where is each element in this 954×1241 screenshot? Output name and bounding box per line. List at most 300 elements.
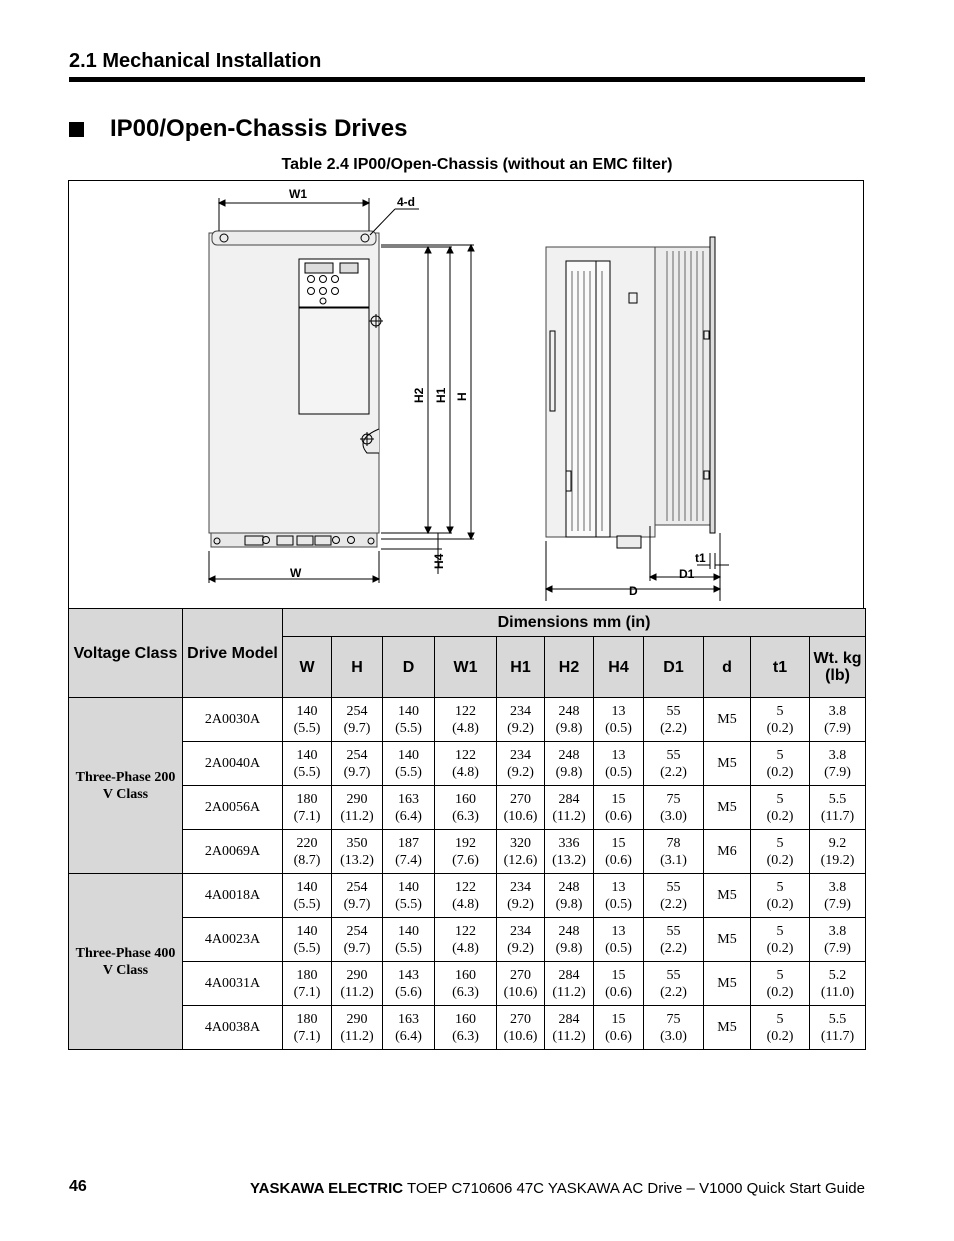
metric-value: M5 — [717, 712, 737, 727]
metric-value: 140 — [296, 747, 318, 763]
imperial-value: (7.1) — [293, 984, 321, 1000]
imperial-value: (9.2) — [507, 896, 534, 912]
imperial-value: (3.0) — [660, 1028, 687, 1044]
dimension-cell — [497, 786, 545, 830]
dimension-cell — [704, 786, 751, 830]
metric-value: 55 — [666, 879, 681, 895]
metric-value: 5 — [776, 923, 784, 939]
dimension-cell — [435, 1006, 497, 1050]
imperial-value: (11.7) — [820, 808, 855, 824]
imperial-value: (4.8) — [452, 720, 479, 736]
metric-value: 78 — [666, 835, 681, 851]
voltage-class-cell: Three-Phase 400 V Class — [69, 874, 183, 1050]
imperial-value: (0.2) — [766, 940, 794, 956]
metric-value: 140 — [296, 923, 318, 939]
dimension-cell — [644, 962, 704, 1006]
imperial-value: (11.0) — [820, 984, 855, 1000]
column-header: D1 — [644, 637, 704, 698]
metric-value: 15 — [611, 791, 626, 807]
imperial-value: (6.3) — [452, 1028, 479, 1044]
dimension-cell — [704, 962, 751, 1006]
label-t1: t1 — [695, 551, 706, 565]
metric-value: 350 — [346, 835, 368, 851]
metric-value: 5 — [776, 1011, 784, 1027]
metric-value: 55 — [666, 923, 681, 939]
dimension-cell — [283, 742, 332, 786]
dimension-cell — [383, 874, 435, 918]
dimension-cell — [704, 742, 751, 786]
footer-doc: TOEP C710606 47C YASKAWA AC Drive – V1000 Quick Start Guide — [403, 1180, 865, 1197]
dimension-cell — [810, 742, 866, 786]
imperial-value: (7.1) — [293, 1028, 321, 1044]
metric-value: 336 — [558, 835, 580, 851]
metric-value: 55 — [666, 967, 681, 983]
dimension-cell — [383, 830, 435, 874]
dimension-cell — [545, 962, 594, 1006]
column-header: Wt. kg (lb) — [810, 637, 866, 698]
metric-value: 140 — [398, 747, 419, 763]
imperial-value: (11.2) — [552, 984, 586, 1000]
dimension-cell — [283, 698, 332, 742]
label-w: W — [290, 566, 302, 580]
metric-value: 3.8 — [828, 879, 847, 895]
metric-value: 234 — [510, 923, 531, 939]
metric-value: 13 — [611, 747, 626, 763]
metric-value: 122 — [455, 703, 476, 719]
metric-value: 290 — [346, 967, 368, 983]
imperial-value: (2.2) — [660, 720, 687, 736]
metric-value: 234 — [510, 879, 531, 895]
metric-value: 270 — [510, 1011, 531, 1027]
label-h1: H1 — [434, 387, 448, 403]
metric-value: 248 — [558, 703, 580, 719]
dimension-cell — [704, 918, 751, 962]
metric-value: 5 — [776, 703, 784, 719]
label-4-d: 4-d — [397, 195, 415, 209]
dimension-cell — [383, 1006, 435, 1050]
dimension-cell — [594, 786, 644, 830]
label-w1: W1 — [289, 187, 307, 201]
drive-model-cell: 4A0038A — [183, 1006, 283, 1050]
dimension-cell — [751, 918, 810, 962]
metric-value: M5 — [717, 888, 737, 903]
dimension-cell — [435, 830, 497, 874]
dimension-cell — [545, 698, 594, 742]
imperial-value: (4.8) — [452, 764, 479, 780]
column-header: H2 — [545, 637, 594, 698]
metric-value: 5 — [776, 791, 784, 807]
metric-value: 234 — [510, 747, 531, 763]
section-title: 2.1 Mechanical Installation — [69, 50, 322, 72]
dimension-cell — [383, 698, 435, 742]
column-header: W1 — [435, 637, 497, 698]
dimension-cell — [704, 1006, 751, 1050]
metric-value: M5 — [717, 1020, 737, 1035]
dimension-cell — [810, 918, 866, 962]
imperial-value: (2.2) — [660, 896, 687, 912]
imperial-value: (0.6) — [605, 1028, 632, 1044]
metric-value: 234 — [510, 703, 531, 719]
imperial-value: (10.6) — [503, 808, 538, 824]
dimension-cell — [497, 962, 545, 1006]
dimension-cell — [332, 874, 383, 918]
imperial-value: (0.5) — [605, 896, 632, 912]
imperial-value: (9.2) — [507, 720, 534, 736]
metric-value: 284 — [558, 967, 580, 983]
imperial-value: (5.6) — [395, 984, 422, 1000]
metric-value: 3.8 — [828, 703, 847, 719]
voltage-class-header: Voltage Class — [69, 609, 183, 698]
dimension-cell — [644, 786, 704, 830]
metric-value: 192 — [455, 835, 476, 851]
metric-value: 122 — [455, 879, 476, 895]
section-rule — [69, 77, 865, 82]
metric-value: 290 — [346, 791, 368, 807]
imperial-value: (4.8) — [452, 896, 479, 912]
heading-title: IP00/Open-Chassis Drives — [110, 115, 408, 142]
imperial-value: (7.9) — [824, 764, 851, 780]
table-row — [69, 918, 866, 962]
metric-value: 140 — [398, 703, 419, 719]
metric-value: 13 — [611, 703, 626, 719]
imperial-value: (9.2) — [507, 764, 534, 780]
metric-value: 13 — [611, 923, 626, 939]
dimension-cell — [644, 742, 704, 786]
page-number: 46 — [69, 1178, 87, 1195]
label-h: H — [455, 392, 469, 401]
imperial-value: (9.7) — [343, 896, 371, 912]
imperial-value: (11.2) — [552, 808, 586, 824]
metric-value: 140 — [398, 923, 419, 939]
metric-value: 284 — [558, 791, 580, 807]
metric-value: 75 — [666, 791, 681, 807]
imperial-value: (5.5) — [395, 764, 422, 780]
imperial-value: (10.6) — [503, 1028, 538, 1044]
metric-value: M5 — [717, 932, 737, 947]
imperial-value: (9.8) — [555, 720, 583, 736]
imperial-value: (0.2) — [766, 720, 794, 736]
dimension-cell — [594, 742, 644, 786]
table-row — [69, 830, 866, 874]
imperial-value: (6.3) — [452, 808, 479, 824]
dimension-cell — [435, 698, 497, 742]
column-header: t1 — [751, 637, 810, 698]
imperial-value: (0.2) — [766, 1028, 794, 1044]
dimension-cell — [332, 1006, 383, 1050]
imperial-value: (0.2) — [766, 984, 794, 1000]
dimension-cell — [545, 742, 594, 786]
metric-value: 180 — [296, 967, 318, 983]
metric-value: 5.5 — [828, 791, 847, 807]
metric-value: 5 — [776, 879, 784, 895]
imperial-value: (0.6) — [605, 808, 632, 824]
dimension-cell — [751, 874, 810, 918]
dimensions-table — [68, 608, 866, 1050]
label-h2: H2 — [412, 387, 426, 403]
imperial-value: (0.5) — [605, 940, 632, 956]
dimension-cell — [283, 1006, 332, 1050]
imperial-value: (12.6) — [503, 852, 538, 868]
metric-value: 160 — [455, 1011, 476, 1027]
dimension-cell — [751, 830, 810, 874]
dimension-cell — [810, 786, 866, 830]
dimension-cell — [704, 698, 751, 742]
column-header: d — [704, 637, 751, 698]
dimension-cell — [435, 786, 497, 830]
dimension-cell — [435, 874, 497, 918]
table-caption: Table 2.4 IP00/Open-Chassis (without an EMC filter) — [281, 156, 673, 173]
metric-value: 140 — [296, 703, 318, 719]
column-header: H1 — [497, 637, 545, 698]
dimension-cell — [644, 830, 704, 874]
metric-value: 180 — [296, 791, 318, 807]
bullet-square-icon — [69, 122, 84, 137]
label-d: D — [629, 584, 638, 598]
metric-value: 254 — [346, 747, 368, 763]
drive-model-cell: 2A0069A — [183, 830, 283, 874]
dimension-cell — [594, 874, 644, 918]
drive-model-cell: 2A0040A — [183, 742, 283, 786]
imperial-value: (9.7) — [343, 764, 371, 780]
table-row — [69, 786, 866, 830]
metric-value: 15 — [611, 835, 626, 851]
metric-value: 15 — [611, 967, 626, 983]
metric-value: 122 — [455, 923, 476, 939]
dimension-cell — [332, 698, 383, 742]
column-header: W — [283, 637, 332, 698]
dimension-cell — [383, 962, 435, 1006]
metric-value: 284 — [558, 1011, 580, 1027]
dimension-figure — [68, 180, 864, 608]
dimension-cell — [594, 962, 644, 1006]
dimension-cell — [283, 962, 332, 1006]
metric-value: 5.2 — [828, 967, 847, 983]
imperial-value: (0.6) — [605, 984, 632, 1000]
imperial-value: (13.2) — [340, 852, 374, 868]
dimension-cell — [497, 918, 545, 962]
dimension-cell — [332, 918, 383, 962]
dimension-cell — [497, 1006, 545, 1050]
imperial-value: (5.5) — [293, 940, 321, 956]
imperial-value: (2.2) — [660, 940, 687, 956]
label-h4: H4 — [432, 553, 446, 569]
imperial-value: (11.7) — [820, 1028, 855, 1044]
dimensions-header: Dimensions mm (in) — [283, 609, 866, 637]
imperial-value: (3.1) — [660, 852, 687, 868]
imperial-value: (13.2) — [552, 852, 586, 868]
imperial-value: (0.6) — [605, 852, 632, 868]
metric-value: 140 — [296, 879, 318, 895]
column-header: H4 — [594, 637, 644, 698]
table-row — [69, 962, 866, 1006]
metric-value: 290 — [346, 1011, 368, 1027]
dimension-cell — [332, 830, 383, 874]
imperial-value: (6.3) — [452, 984, 479, 1000]
dimension-cell — [283, 874, 332, 918]
dimension-cell — [810, 962, 866, 1006]
dimension-cell — [594, 830, 644, 874]
imperial-value: (19.2) — [820, 852, 855, 868]
metric-value: 3.8 — [828, 747, 847, 763]
dimension-cell — [545, 786, 594, 830]
metric-value: 122 — [455, 747, 476, 763]
imperial-value: (7.4) — [395, 852, 422, 868]
imperial-value: (9.8) — [555, 896, 583, 912]
dimension-cell — [810, 874, 866, 918]
imperial-value: (11.2) — [552, 1028, 586, 1044]
metric-value: 163 — [398, 1011, 419, 1027]
imperial-value: (11.2) — [340, 984, 374, 1000]
imperial-value: (8.7) — [293, 852, 321, 868]
imperial-value: (9.2) — [507, 940, 534, 956]
dimension-cell — [283, 830, 332, 874]
dimension-cell — [594, 1006, 644, 1050]
metric-value: 248 — [558, 747, 580, 763]
dimension-cell — [435, 962, 497, 1006]
dimension-cell — [435, 918, 497, 962]
drive-model-header: Drive Model — [183, 609, 283, 698]
metric-value: 254 — [346, 879, 368, 895]
dimension-cell — [751, 742, 810, 786]
metric-value: 75 — [666, 1011, 681, 1027]
dimension-cell — [751, 698, 810, 742]
imperial-value: (5.5) — [293, 764, 321, 780]
dimension-cell — [810, 830, 866, 874]
imperial-value: (10.6) — [503, 984, 538, 1000]
dimension-cell — [751, 962, 810, 1006]
metric-value: 3.8 — [828, 923, 847, 939]
metric-value: 248 — [558, 879, 580, 895]
drive-model-cell: 4A0018A — [183, 874, 283, 918]
drive-model-cell: 4A0031A — [183, 962, 283, 1006]
metric-value: 5 — [776, 967, 784, 983]
imperial-value: (7.9) — [824, 896, 851, 912]
imperial-value: (7.9) — [824, 720, 851, 736]
dimension-cell — [545, 918, 594, 962]
drive-model-cell: 2A0030A — [183, 698, 283, 742]
imperial-value: (0.5) — [605, 720, 632, 736]
imperial-value: (9.7) — [343, 940, 371, 956]
imperial-value: (9.7) — [343, 720, 371, 736]
metric-value: 248 — [558, 923, 580, 939]
imperial-value: (0.2) — [766, 764, 794, 780]
metric-value: 140 — [398, 879, 419, 895]
dimension-cell — [545, 874, 594, 918]
dimension-cell — [644, 698, 704, 742]
imperial-value: (7.1) — [293, 808, 321, 824]
metric-value: 160 — [455, 791, 476, 807]
dimension-cell — [497, 830, 545, 874]
metric-value: 254 — [346, 923, 368, 939]
imperial-value: (6.4) — [395, 808, 422, 824]
dimension-cell — [545, 1006, 594, 1050]
dimension-cell — [644, 874, 704, 918]
dimension-cell — [497, 742, 545, 786]
dimension-cell — [644, 1006, 704, 1050]
metric-value: 15 — [611, 1011, 626, 1027]
metric-value: 320 — [510, 835, 531, 851]
dimension-cell — [497, 698, 545, 742]
metric-value: 9.2 — [828, 835, 847, 851]
dimension-cell — [751, 1006, 810, 1050]
dimension-cell — [283, 918, 332, 962]
imperial-value: (0.2) — [766, 896, 794, 912]
dimension-cell — [751, 786, 810, 830]
drive-drawing — [69, 181, 865, 609]
dimension-cell — [704, 874, 751, 918]
metric-value: 160 — [455, 967, 476, 983]
imperial-value: (11.2) — [340, 1028, 374, 1044]
table-row — [69, 698, 866, 742]
dimension-cell — [644, 918, 704, 962]
metric-value: M6 — [717, 844, 737, 859]
metric-value: 270 — [510, 791, 531, 807]
imperial-value: (4.8) — [452, 940, 479, 956]
drive-model-cell: 4A0023A — [183, 918, 283, 962]
imperial-value: (9.8) — [555, 940, 583, 956]
dimension-cell — [283, 786, 332, 830]
metric-value: 254 — [346, 703, 368, 719]
metric-value: 180 — [296, 1011, 318, 1027]
metric-value: 270 — [510, 967, 531, 983]
metric-value: 220 — [296, 835, 318, 851]
metric-value: M5 — [717, 800, 737, 815]
dimension-cell — [810, 1006, 866, 1050]
imperial-value: (5.5) — [395, 896, 422, 912]
metric-value: 55 — [666, 703, 681, 719]
drive-model-cell: 2A0056A — [183, 786, 283, 830]
imperial-value: (5.5) — [395, 720, 422, 736]
imperial-value: (3.0) — [660, 808, 687, 824]
table-row — [69, 1006, 866, 1050]
dimension-cell — [810, 698, 866, 742]
imperial-value: (5.5) — [293, 720, 321, 736]
imperial-value: (5.5) — [395, 940, 422, 956]
column-header: D — [383, 637, 435, 698]
voltage-class-cell: Three-Phase 200 V Class — [69, 698, 183, 874]
imperial-value: (0.2) — [766, 808, 794, 824]
imperial-value: (7.6) — [452, 852, 479, 868]
table-row — [69, 874, 866, 918]
imperial-value: (0.2) — [766, 852, 794, 868]
imperial-value: (2.2) — [660, 764, 687, 780]
metric-value: 5.5 — [828, 1011, 847, 1027]
dimension-cell — [383, 918, 435, 962]
dimension-cell — [545, 830, 594, 874]
metric-value: 5 — [776, 835, 784, 851]
footer-brand: YASKAWA ELECTRIC — [250, 1180, 404, 1197]
imperial-value: (6.4) — [395, 1028, 422, 1044]
metric-value: 5 — [776, 747, 784, 763]
metric-value: 187 — [398, 835, 419, 851]
table-row — [69, 742, 866, 786]
metric-value: 13 — [611, 879, 626, 895]
dimension-cell — [704, 830, 751, 874]
metric-value: 55 — [666, 747, 681, 763]
heading — [69, 115, 407, 143]
dimension-cell — [383, 742, 435, 786]
dimension-cell — [435, 742, 497, 786]
dimension-cell — [332, 962, 383, 1006]
dimension-cell — [497, 874, 545, 918]
label-d1: D1 — [679, 567, 695, 581]
metric-value: 143 — [398, 967, 419, 983]
imperial-value: (9.8) — [555, 764, 583, 780]
dimension-cell — [332, 742, 383, 786]
imperial-value: (2.2) — [660, 984, 687, 1000]
dimension-cell — [594, 698, 644, 742]
imperial-value: (7.9) — [824, 940, 851, 956]
